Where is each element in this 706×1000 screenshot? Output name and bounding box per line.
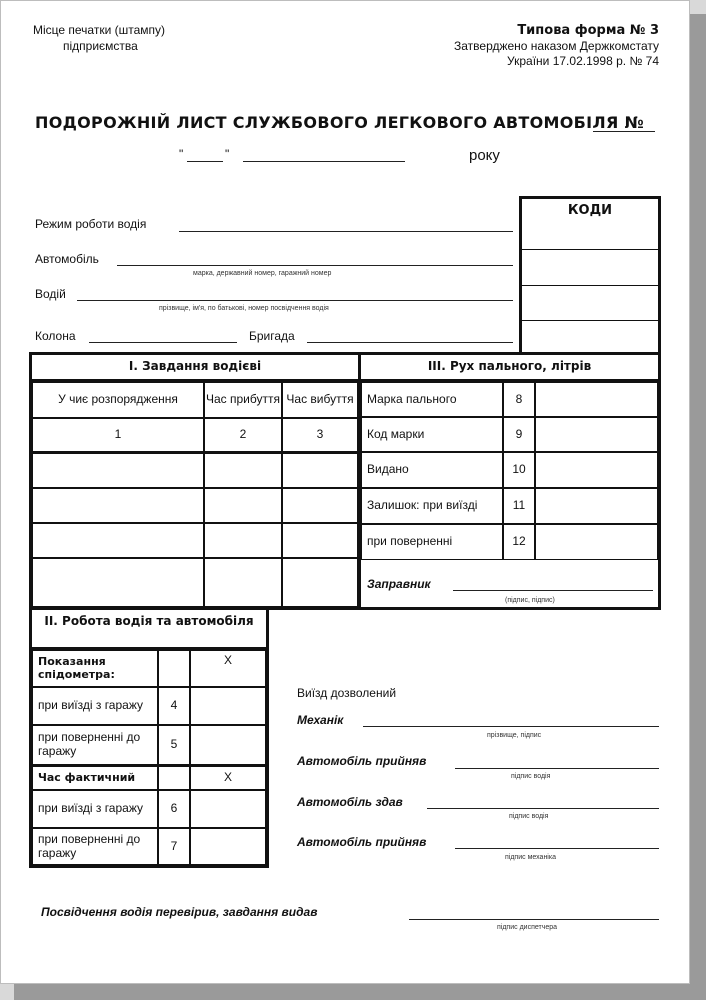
column-field[interactable] xyxy=(89,342,237,343)
approval-line-1: Затверджено наказом Держкомстату xyxy=(454,39,659,53)
car-handed-caption: підпис водія xyxy=(509,813,549,820)
odometer-out-label: при виїзді з гаражу xyxy=(32,687,158,725)
document-title: ПОДОРОЖНІЙ ЛИСТ СЛУЖБОВОГО ЛЕГКОВОГО АВТОМОБІЛЯ № xyxy=(35,113,645,132)
odometer-num-cell xyxy=(158,650,190,687)
fuel-code-label: Код марки xyxy=(361,417,503,452)
form-number: Типова форма № 3 xyxy=(517,23,659,38)
brigade-field[interactable] xyxy=(307,342,513,343)
page-shadow-bottom xyxy=(14,984,706,1000)
section1-entry-cell[interactable] xyxy=(282,453,358,488)
year-label: року xyxy=(469,147,500,164)
section1-entry-cell[interactable] xyxy=(204,523,282,558)
fuel-remaining-return-label: при поверненні xyxy=(361,524,503,560)
fueler-caption: (підпис, підпис) xyxy=(505,597,555,604)
section1-title: I. Завдання водієві xyxy=(128,359,262,373)
dispatcher-signature-field[interactable] xyxy=(409,919,659,920)
section1-col-recipient: У чиє розпорядження xyxy=(32,382,204,418)
section1-entry-cell[interactable] xyxy=(204,453,282,488)
section1-entry-cell[interactable] xyxy=(282,488,358,523)
driver-field[interactable] xyxy=(77,300,513,301)
stamp-place-label: Місце печатки (штампу) xyxy=(33,23,166,37)
odometer-out-code: 4 xyxy=(158,687,190,725)
car-handed-signature-field[interactable] xyxy=(427,808,659,809)
day-field[interactable] xyxy=(187,161,223,162)
section1-entry-cell[interactable] xyxy=(32,558,204,607)
work-mode-field[interactable] xyxy=(179,231,513,232)
fuel-brand-value[interactable] xyxy=(535,382,658,417)
section1-col-departure: Час вибуття xyxy=(282,382,358,418)
time-out-code: 6 xyxy=(158,790,190,828)
time-return-label: при поверненні до гаражу xyxy=(32,828,158,865)
codes-box xyxy=(519,196,661,355)
exit-allowed-label: Виїзд дозволений xyxy=(297,686,397,700)
date-quote-close: " xyxy=(225,147,230,161)
codes-row-divider xyxy=(522,249,658,250)
car-caption: марка, державний номер, гаражний номер xyxy=(193,270,332,277)
fuel-remaining-out-code: 11 xyxy=(503,488,535,524)
time-return-value[interactable] xyxy=(190,828,266,865)
car-accepted-label: Автомобіль прийняв xyxy=(297,754,427,768)
actual-time-num-cell xyxy=(158,766,190,790)
fuel-remaining-return-value[interactable] xyxy=(535,524,658,560)
odometer-label: Показання спідометра: xyxy=(32,650,158,687)
odometer-out-value[interactable] xyxy=(190,687,266,725)
mechanic-signature-field[interactable] xyxy=(363,726,659,727)
fuel-remaining-out-label: Залишок: при виїзді xyxy=(361,488,503,524)
section1-num-2: 2 xyxy=(204,418,282,452)
car-label: Автомобіль xyxy=(35,252,99,266)
odometer-cross: X xyxy=(190,650,266,687)
approval-line-2: України 17.02.1998 р. № 74 xyxy=(507,54,659,68)
odometer-return-label: при поверненні до гаражу xyxy=(32,725,158,765)
fuel-brand-code: 8 xyxy=(503,382,535,417)
section1-entry-cell[interactable] xyxy=(204,558,282,607)
car-accepted-signature-field[interactable] xyxy=(455,768,659,769)
actual-time-cross: X xyxy=(190,766,266,790)
car-accepted-mechanic-caption: підпис механіка xyxy=(505,854,556,861)
fuel-remaining-out-value[interactable] xyxy=(535,488,658,524)
section1-num-3: 3 xyxy=(282,418,358,452)
fuel-remaining-return-code: 12 xyxy=(503,524,535,560)
time-out-value[interactable] xyxy=(190,790,266,828)
column-label: Колона xyxy=(35,329,76,343)
car-field[interactable] xyxy=(117,265,513,266)
section1-entry-cell[interactable] xyxy=(204,488,282,523)
document-number-field[interactable] xyxy=(593,131,655,132)
actual-time-label: Час фактичний xyxy=(32,766,158,790)
fuel-issued-code: 10 xyxy=(503,452,535,488)
section1-entry-cell[interactable] xyxy=(32,523,204,558)
fuel-code-value[interactable] xyxy=(535,417,658,452)
codes-header: КОДИ xyxy=(567,203,613,218)
car-accepted-mechanic-label: Автомобіль прийняв xyxy=(297,835,427,849)
page-shadow-right xyxy=(690,14,706,1000)
odometer-return-value[interactable] xyxy=(190,725,266,765)
brigade-label: Бригада xyxy=(249,329,295,343)
codes-row-divider xyxy=(522,285,658,286)
fuel-issued-value[interactable] xyxy=(535,452,658,488)
time-return-code: 7 xyxy=(158,828,190,865)
section1-entry-cell[interactable] xyxy=(32,453,204,488)
car-handed-label: Автомобіль здав xyxy=(297,795,403,809)
dispatcher-caption: підпис диспетчера xyxy=(497,924,558,931)
driver-label: Водій xyxy=(35,287,66,301)
fueler-label: Заправник xyxy=(367,577,431,591)
fuel-issued-label: Видано xyxy=(361,452,503,488)
section1-entry-cell[interactable] xyxy=(282,523,358,558)
dispatcher-check-label: Посвідчення водія перевірив, завдання видав xyxy=(41,905,318,919)
fuel-code-code: 9 xyxy=(503,417,535,452)
driver-caption: прізвище, ім'я, по батькові, номер посвідчення водія xyxy=(159,305,329,312)
fuel-brand-label: Марка пального xyxy=(361,382,503,417)
mechanic-caption: прізвище, підпис xyxy=(487,732,542,739)
time-out-label: при виїзді з гаражу xyxy=(32,790,158,828)
mechanic-label: Механік xyxy=(297,713,344,727)
month-field[interactable] xyxy=(243,161,405,162)
section1-entry-cell[interactable] xyxy=(282,558,358,607)
section1-col-arrival: Час прибуття xyxy=(204,382,282,418)
section1-num-1: 1 xyxy=(32,418,204,452)
codes-row-divider xyxy=(522,320,658,321)
stamp-enterprise-label: підприємства xyxy=(63,39,138,53)
section1-entry-cell[interactable] xyxy=(32,488,204,523)
car-accepted-caption: підпис водія xyxy=(511,773,551,780)
fueler-signature-field[interactable] xyxy=(453,590,653,591)
section3-title: III. Рух пального, літрів xyxy=(427,359,592,373)
section2-title: II. Робота водія та автомобіля xyxy=(44,614,254,628)
odometer-return-code: 5 xyxy=(158,725,190,765)
work-mode-label: Режим роботи водія xyxy=(35,217,147,231)
date-quote-open: " xyxy=(179,147,184,161)
car-accepted-mechanic-signature-field[interactable] xyxy=(455,848,659,849)
